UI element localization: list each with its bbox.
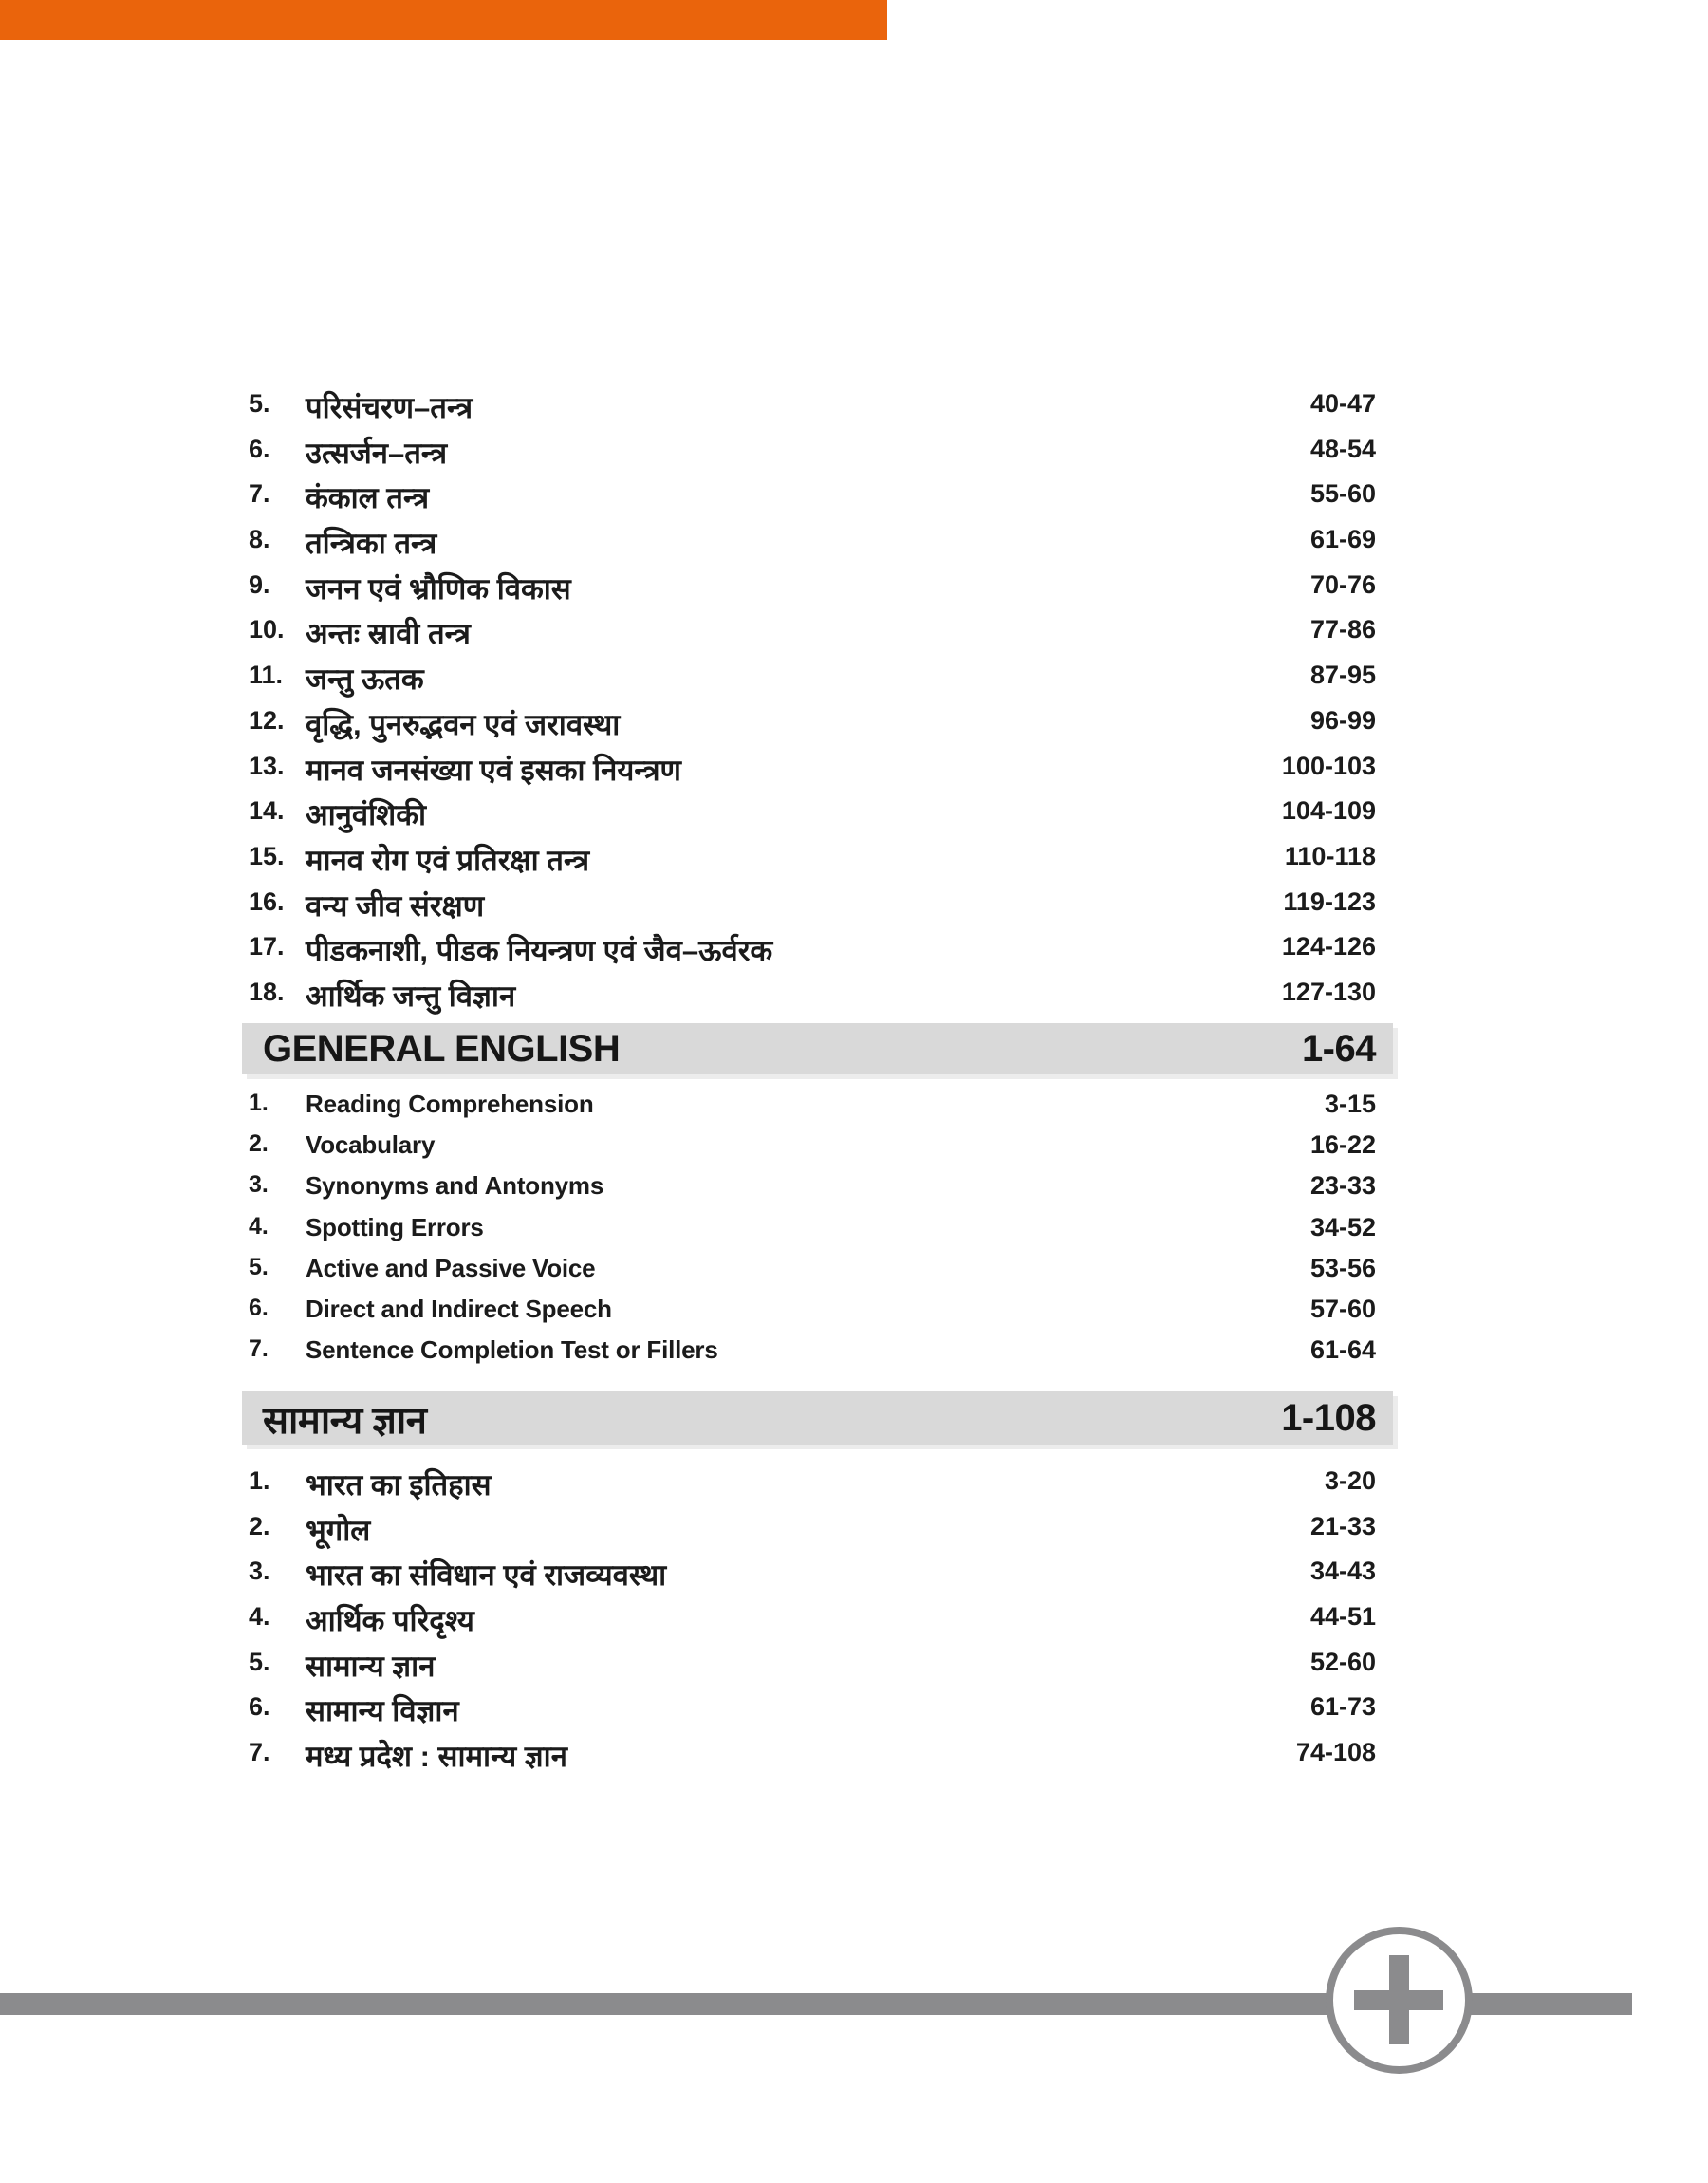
section-title: सामान्य ज्ञान (263, 1399, 427, 1442)
item-title: मानव जनसंख्या एवं इसका नियन्त्रण (306, 753, 681, 787)
item-number: 6. (249, 1692, 270, 1722)
item-page-range: 61-64 (1309, 1335, 1376, 1365)
toc-row (249, 1254, 1376, 1295)
toc-row (249, 523, 1376, 569)
item-title: आनुवंशिकी (306, 798, 427, 832)
item-title: वन्य जीव संरक्षण (306, 888, 485, 923)
section-title: GENERAL ENGLISH (263, 1027, 621, 1070)
toc-row (249, 613, 1376, 659)
toc-row (249, 794, 1376, 840)
toc-row (249, 659, 1376, 704)
toc-row (249, 1600, 1376, 1646)
item-number: 3. (249, 1557, 270, 1586)
item-title: तन्त्रिका तन्त्र (306, 527, 437, 561)
item-number: 10. (249, 615, 285, 644)
item-title: परिसंचरण–तन्त्र (306, 391, 473, 424)
item-number: 3. (249, 1171, 269, 1199)
toc-row (249, 1130, 1376, 1171)
item-title: अन्तः स्रावी तन्त्र (306, 617, 471, 651)
toc-row (249, 976, 1376, 1021)
item-page-range: 124-126 (1281, 932, 1376, 961)
item-title: Spotting Errors (306, 1212, 484, 1241)
item-number: 16. (249, 886, 285, 916)
item-number: 5. (249, 1647, 270, 1676)
item-page-range: 52-60 (1309, 1647, 1376, 1676)
item-title: भूगोल (306, 1513, 371, 1547)
item-page-range: 110-118 (1284, 841, 1376, 870)
toc-list-samanya-gyan (249, 1465, 1376, 1782)
item-title: सामान्य विज्ञान (306, 1694, 459, 1728)
item-page-range: 96-99 (1309, 705, 1376, 735)
item-page-range: 23-33 (1309, 1171, 1376, 1201)
item-page-range: 57-60 (1309, 1294, 1376, 1323)
item-number: 1. (249, 1090, 269, 1116)
toc-row (249, 433, 1376, 478)
item-number: 1. (249, 1466, 270, 1495)
item-number: 12. (249, 705, 285, 735)
item-page-range: 127-130 (1281, 977, 1376, 1006)
item-number: 2. (249, 1511, 270, 1540)
item-number: 8. (249, 525, 270, 554)
item-page-range: 100-103 (1281, 751, 1376, 780)
toc-row (249, 1465, 1376, 1510)
item-page-range: 87-95 (1309, 661, 1376, 690)
item-title: जनन एवं भ्रौणिक विकास (306, 571, 571, 606)
toc-row (249, 1335, 1376, 1376)
item-page-range: 34-43 (1309, 1557, 1376, 1586)
item-page-range: 61-73 (1309, 1692, 1376, 1722)
item-number: 5. (249, 389, 270, 418)
section-page-range: 1-108 (1281, 1396, 1376, 1439)
toc-row (249, 886, 1376, 931)
item-title: मध्य प्रदेश : सामान्य ज्ञान (306, 1740, 567, 1774)
item-number: 7. (249, 479, 270, 509)
item-page-range: 55-60 (1309, 479, 1376, 509)
item-title: भारत का संविधान एवं राजव्यवस्था (306, 1558, 667, 1593)
item-page-range: 77-86 (1309, 615, 1376, 644)
item-title: Direct and Indirect Speech (306, 1294, 612, 1323)
toc-row (249, 1690, 1376, 1736)
item-page-range: 3-20 (1324, 1466, 1376, 1495)
plus-icon (1326, 1927, 1473, 2074)
toc-row (249, 1171, 1376, 1212)
item-title: Sentence Completion Test or Fillers (306, 1335, 718, 1365)
item-page-range: 53-56 (1309, 1253, 1376, 1282)
item-title: मानव रोग एवं प्रतिरक्षा तन्त्र (306, 843, 590, 877)
item-number: 6. (249, 434, 270, 463)
item-page-range: 61-69 (1309, 525, 1376, 554)
item-page-range: 48-54 (1309, 434, 1376, 463)
toc-row (249, 1090, 1376, 1130)
toc-row (249, 1213, 1376, 1254)
item-number: 7. (249, 1335, 269, 1363)
item-number: 15. (249, 841, 285, 870)
toc-row (249, 930, 1376, 976)
section-header-samanya-gyan (242, 1391, 1393, 1445)
item-number: 13. (249, 751, 285, 780)
toc-row (249, 1295, 1376, 1335)
item-page-range: 104-109 (1281, 796, 1376, 826)
item-page-range: 44-51 (1309, 1602, 1376, 1632)
toc-row (249, 1646, 1376, 1691)
item-number: 14. (249, 796, 285, 826)
item-title: वृद्धि, पुनरुद्भवन एवं जरावस्था (306, 707, 621, 741)
item-title: Active and Passive Voice (306, 1253, 596, 1282)
item-title: पीडकनाशी, पीडक नियन्त्रण एवं जैव–ऊर्वरक (306, 934, 773, 968)
toc-row (249, 750, 1376, 795)
toc-list-general-english (249, 1090, 1376, 1376)
item-number: 4. (249, 1212, 269, 1240)
item-page-range: 40-47 (1309, 389, 1376, 418)
toc-list-hindi-continued (249, 387, 1376, 1021)
toc-row (249, 1510, 1376, 1556)
item-title: भारत का इतिहास (306, 1468, 492, 1502)
item-title: जन्तु ऊतक (306, 662, 424, 697)
item-number: 11. (249, 661, 284, 690)
item-page-range: 16-22 (1309, 1130, 1376, 1160)
toc-row (249, 1736, 1376, 1782)
item-page-range: 21-33 (1309, 1511, 1376, 1540)
toc-row (249, 704, 1376, 750)
item-number: 17. (249, 932, 285, 961)
toc-row (249, 840, 1376, 886)
toc-row (249, 1555, 1376, 1600)
section-header-general-english (242, 1023, 1393, 1074)
item-page-range: 3-15 (1324, 1090, 1376, 1118)
item-page-range: 119-123 (1283, 886, 1376, 916)
item-number: 4. (249, 1602, 270, 1632)
item-title: कंकाल तन्त्र (306, 481, 430, 515)
item-title: आर्थिक जन्तु विज्ञान (306, 979, 516, 1013)
toc-row (249, 477, 1376, 523)
item-page-range: 34-52 (1309, 1212, 1376, 1241)
item-title: सामान्य ज्ञान (306, 1649, 436, 1683)
item-page-range: 74-108 (1295, 1738, 1376, 1767)
item-title: आर्थिक परिदृश्य (306, 1604, 474, 1638)
item-title: Vocabulary (306, 1130, 436, 1160)
item-number: 2. (249, 1130, 269, 1158)
item-title: Reading Comprehension (306, 1090, 594, 1118)
item-number: 9. (249, 569, 270, 599)
item-page-range: 70-76 (1309, 569, 1376, 599)
item-title: उत्सर्जन–तन्त्र (306, 436, 448, 470)
item-number: 7. (249, 1738, 270, 1767)
item-number: 18. (249, 977, 285, 1006)
toc-row (249, 569, 1376, 614)
section-page-range: 1-64 (1301, 1027, 1376, 1070)
plus-icon-vertical-stroke (1389, 1955, 1409, 2044)
item-number: 5. (249, 1253, 269, 1280)
top-accent-bar (0, 0, 887, 40)
item-title: Synonyms and Antonyms (306, 1171, 604, 1201)
item-number: 6. (249, 1294, 269, 1321)
toc-row (249, 387, 1376, 433)
